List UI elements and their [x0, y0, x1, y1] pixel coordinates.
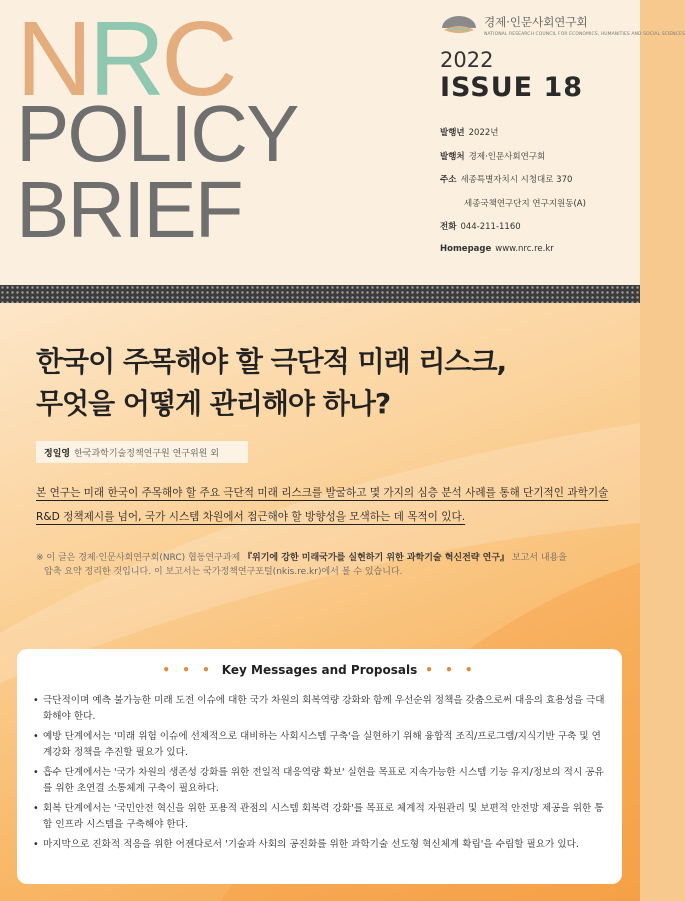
report-title: 『위기에 강한 미래국가를 실현하기 위한 과학기술 혁신전략 연구』 [243, 553, 510, 563]
list-item: • 예방 단계에서는 '미래 위험 이슈에 선제적으로 대비하는 사회시스템 구축'을 실현하기 위해 융합적 조직/프로그램/지식기반 구축 및 연계강화 정책을 추진할 필요가 있다. [33, 729, 608, 760]
org-name: 경제·인문사회연구회 [484, 15, 588, 29]
key-messages-box [17, 649, 622, 884]
list-item: • 마지막으로 진화적 적응을 위한 어젠다로서 '기술과 사회의 공진화를 위한 과학기술 선도형 혁신체계 확립'을 수립할 필요가 있다. [33, 837, 608, 853]
brand-letter-c: C [161, 0, 234, 118]
meta-row-homepage: Homepage www.nrc.re.kr [440, 243, 554, 254]
brand-letter-r: R [88, 0, 162, 118]
meta-row-phone: 전화 044-211-1160 [440, 222, 521, 232]
list-item: • 흡수 단계에서는 '국가 차원의 생존성 강화를 위한 전일적 대응역량 확보' 실현을 목표로 지속가능한 시스템 기능 유지/정보의 적시 공유를 위한 초연결 소통체계 구축이 필요하다. [33, 765, 608, 796]
author-tag [36, 441, 248, 463]
main-content [0, 303, 640, 901]
homepage-link[interactable]: www.nrc.re.kr [495, 243, 554, 254]
article-title: 한국이 주목해야 할 극단적 미래 리스크, 무엇을 어떻게 관리해야 하나? [36, 345, 507, 420]
author-affiliation: 한국과학기술정책연구원 연구위원 외 [74, 449, 219, 459]
issue-number: ISSUE 18 [440, 72, 584, 103]
key-messages-list [33, 693, 608, 858]
list-item: • 극단적이며 예측 불가능한 미래 도전 이슈에 대한 국가 차원의 회복역량 강화와 함께 우선순위 정책을 갖춤으로써 대응의 효용성을 극대화해야 한다. [33, 693, 608, 724]
meta-row-address-line2: 세종국책연구단지 연구지원동(A) [464, 198, 586, 209]
cover-header [0, 0, 685, 285]
key-messages-title: • • • Key Messages and Proposals • • • [162, 663, 477, 677]
list-item: • 회복 단계에서는 '국민안전 혁신을 위한 포용적 관점의 시스템 회복력 강화'를 목표로 체계적 자원관리 및 보편적 안전망 제공을 위한 통합 인프라 시스템을 구축해야 한다. [33, 801, 608, 832]
org-logo-icon [440, 14, 478, 36]
brand-wordmark [16, 0, 298, 254]
meta-row-publisher: 발행처 경제·인문사회연구회 [440, 151, 546, 162]
article-summary: 본 연구는 미래 한국이 주목해야 할 주요 극단적 미래 리스크를 발굴하고 몇 가지의 심층 분석 사례를 통해 단기적인 과학기술 R&D 정책제시를 넘어, 국가 시스템 차원에서 접근해야 할 방향성을 모색하는 데 목적이 있다. [36, 487, 609, 523]
brand-nrc [16, 0, 297, 118]
meta-row-address: 주소 세종특별자치시 시청대로 370 [440, 175, 573, 185]
meta-row-published: 발행년 2022년 [440, 128, 499, 138]
brand-letter-n: N [16, 0, 89, 118]
source-note: ※ 이 글은 경제·인문사회연구회(NRC) 협동연구과제 『위기에 강한 미래국가를 실현하기 위한 과학기술 혁신전략 연구』 보고서 내용을 압축 요약 정리한 것입니다. 이 보고서는 국가정책연구포털(nkis.re.kr)에서 볼 수 있습니다. [36, 553, 567, 577]
org-block [440, 14, 685, 37]
dotted-divider [0, 285, 640, 303]
issue-year: 2022 [440, 48, 494, 72]
brand-brief: BRIEF [16, 165, 242, 254]
org-name-en: NATIONAL RESEARCH COUNCIL FOR ECONOMICS, HUMANITIES AND SOCIAL SCIENCES [484, 32, 685, 37]
author-name: 정일영 [44, 449, 71, 459]
brand-policy: POLICY [16, 89, 298, 178]
publication-info [440, 126, 586, 267]
